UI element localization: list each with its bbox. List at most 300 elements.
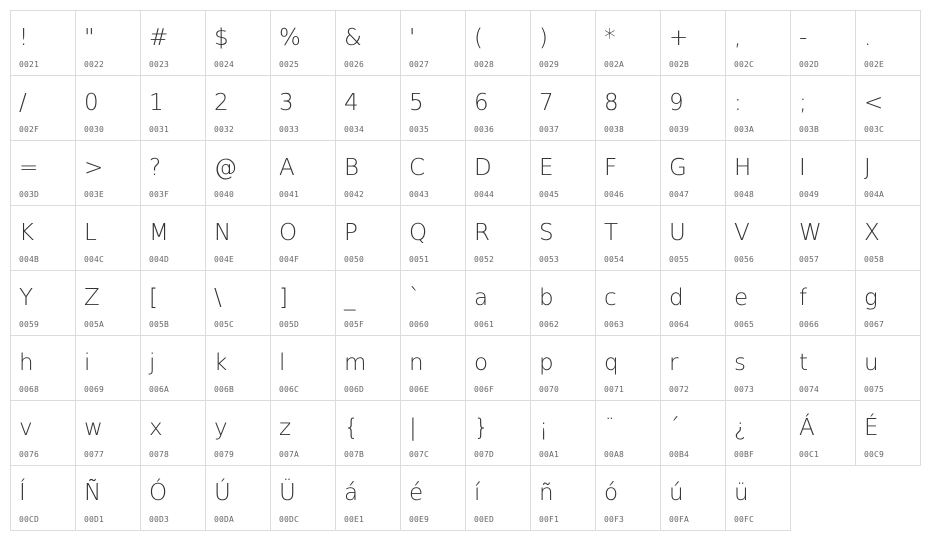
glyph-codepoint: 005A	[84, 320, 105, 329]
glyph-codepoint: 007A	[279, 450, 300, 459]
glyph-cell[interactable]	[660, 75, 726, 141]
glyph-codepoint: 002F	[19, 125, 40, 134]
glyph-character: L	[84, 220, 97, 246]
glyph-cell[interactable]	[205, 400, 271, 466]
glyph-codepoint: 0059	[19, 320, 40, 329]
glyph-codepoint: 0033	[279, 125, 300, 134]
glyph-cell[interactable]	[75, 400, 141, 466]
glyph-cell[interactable]	[75, 10, 141, 76]
glyph-character: o	[474, 350, 489, 376]
glyph-character: ü	[734, 480, 749, 506]
glyph-codepoint: 00D1	[84, 515, 105, 524]
glyph-cell[interactable]	[270, 465, 336, 531]
glyph-character: I	[799, 155, 806, 181]
glyph-cell[interactable]	[855, 400, 921, 466]
glyph-character: 3	[279, 90, 294, 116]
glyph-codepoint: 002E	[864, 60, 885, 69]
glyph-codepoint: 0051	[409, 255, 430, 264]
glyph-cell[interactable]	[855, 335, 921, 401]
glyph-cell[interactable]	[10, 270, 76, 336]
glyph-character: }	[474, 415, 489, 441]
glyph-codepoint: 0069	[84, 385, 105, 394]
glyph-cell[interactable]	[530, 335, 596, 401]
glyph-cell[interactable]	[725, 205, 791, 271]
glyph-codepoint: 004C	[84, 255, 105, 264]
glyph-codepoint: 0061	[474, 320, 495, 329]
glyph-cell[interactable]	[855, 270, 921, 336]
glyph-cell[interactable]	[855, 140, 921, 206]
glyph-character: ?	[149, 155, 162, 181]
glyph-cell[interactable]	[335, 75, 401, 141]
glyph-character: O	[279, 220, 298, 246]
glyph-cell[interactable]	[75, 335, 141, 401]
glyph-character: u	[864, 350, 879, 376]
glyph-cell[interactable]	[660, 10, 726, 76]
glyph-codepoint: 0076	[19, 450, 40, 459]
glyph-character: .	[864, 25, 872, 51]
glyph-cell[interactable]	[790, 400, 856, 466]
glyph-codepoint: 0022	[84, 60, 105, 69]
glyph-character: y	[214, 415, 228, 441]
glyph-codepoint: 006B	[214, 385, 235, 394]
glyph-cell[interactable]	[205, 140, 271, 206]
glyph-codepoint: 0030	[84, 125, 105, 134]
glyph-cell[interactable]	[400, 400, 466, 466]
glyph-cell[interactable]	[790, 335, 856, 401]
glyph-codepoint: 0034	[344, 125, 365, 134]
glyph-codepoint: 00CD	[19, 515, 40, 524]
glyph-codepoint: 007B	[344, 450, 365, 459]
glyph-character: U	[669, 220, 686, 246]
glyph-codepoint: 004B	[19, 255, 40, 264]
glyph-character: (	[474, 25, 483, 51]
glyph-cell[interactable]	[465, 140, 531, 206]
glyph-cell[interactable]	[270, 270, 336, 336]
glyph-codepoint: 0064	[669, 320, 690, 329]
glyph-cell[interactable]	[400, 140, 466, 206]
glyph-cell[interactable]	[595, 270, 661, 336]
glyph-codepoint: 002D	[799, 60, 820, 69]
glyph-character: Í	[19, 480, 26, 506]
glyph-codepoint: 004F	[279, 255, 300, 264]
glyph-cell[interactable]	[400, 465, 466, 531]
glyph-character: w	[84, 415, 103, 441]
glyph-character: 8	[604, 90, 619, 116]
glyph-character: &	[344, 25, 362, 51]
glyph-character: j	[149, 350, 156, 376]
glyph-character: "	[84, 25, 95, 51]
glyph-codepoint: 0063	[604, 320, 625, 329]
glyph-codepoint: 0028	[474, 60, 495, 69]
glyph-character: [	[149, 285, 158, 311]
glyph-codepoint: 0058	[864, 255, 885, 264]
character-map-grid	[10, 10, 920, 530]
glyph-codepoint: 004E	[214, 255, 235, 264]
glyph-character: @	[214, 155, 237, 181]
glyph-character: b	[539, 285, 554, 311]
glyph-cell[interactable]	[465, 75, 531, 141]
glyph-codepoint: 0032	[214, 125, 235, 134]
glyph-codepoint: 0067	[864, 320, 885, 329]
glyph-cell[interactable]	[660, 400, 726, 466]
glyph-cell[interactable]	[660, 140, 726, 206]
glyph-cell[interactable]	[75, 465, 141, 531]
glyph-cell[interactable]	[660, 270, 726, 336]
glyph-cell[interactable]	[335, 140, 401, 206]
glyph-character: W	[799, 220, 822, 246]
glyph-cell[interactable]	[10, 140, 76, 206]
glyph-character: 2	[214, 90, 229, 116]
glyph-cell[interactable]	[335, 335, 401, 401]
glyph-codepoint: 0065	[734, 320, 755, 329]
glyph-codepoint: 003A	[734, 125, 755, 134]
glyph-codepoint: 00C9	[864, 450, 885, 459]
glyph-character: 9	[669, 90, 684, 116]
glyph-codepoint: 0025	[279, 60, 300, 69]
glyph-cell[interactable]	[205, 75, 271, 141]
glyph-cell[interactable]	[465, 10, 531, 76]
glyph-character: F	[604, 155, 618, 181]
glyph-cell[interactable]	[335, 10, 401, 76]
glyph-cell[interactable]	[465, 335, 531, 401]
glyph-character: ñ	[539, 480, 554, 506]
glyph-cell[interactable]	[855, 75, 921, 141]
glyph-codepoint: 0070	[539, 385, 560, 394]
glyph-cell[interactable]	[595, 400, 661, 466]
glyph-codepoint: 00A8	[604, 450, 625, 459]
glyph-cell[interactable]	[595, 205, 661, 271]
glyph-cell[interactable]	[270, 140, 336, 206]
glyph-character: Y	[19, 285, 34, 311]
glyph-character: Á	[799, 415, 815, 441]
glyph-cell[interactable]	[270, 75, 336, 141]
glyph-codepoint: 0041	[279, 190, 300, 199]
glyph-character: ¿	[734, 415, 747, 441]
glyph-cell[interactable]	[75, 270, 141, 336]
glyph-character: /	[19, 90, 27, 116]
glyph-codepoint: 0072	[669, 385, 690, 394]
glyph-character: f	[799, 285, 808, 311]
glyph-cell[interactable]	[725, 75, 791, 141]
glyph-codepoint: 003C	[864, 125, 885, 134]
glyph-character: 5	[409, 90, 424, 116]
glyph-codepoint: 006E	[409, 385, 430, 394]
glyph-codepoint: 00A1	[539, 450, 560, 459]
glyph-character: á	[344, 480, 359, 506]
glyph-cell[interactable]	[465, 400, 531, 466]
glyph-character: r	[669, 350, 679, 376]
glyph-codepoint: 00FC	[734, 515, 755, 524]
glyph-codepoint: 0049	[799, 190, 820, 199]
glyph-character: z	[279, 415, 292, 441]
glyph-character: ¨	[604, 415, 616, 441]
glyph-codepoint: 00DA	[214, 515, 235, 524]
glyph-codepoint: 0056	[734, 255, 755, 264]
glyph-codepoint: 0035	[409, 125, 430, 134]
glyph-cell[interactable]	[400, 205, 466, 271]
glyph-character: \	[214, 285, 222, 311]
glyph-character: ;	[799, 90, 807, 116]
glyph-character: v	[19, 415, 33, 441]
glyph-character: k	[214, 350, 228, 376]
glyph-codepoint: 0037	[539, 125, 560, 134]
glyph-character: %	[279, 25, 301, 51]
glyph-codepoint: 0045	[539, 190, 560, 199]
glyph-cell[interactable]	[140, 10, 206, 76]
glyph-character: ,	[734, 25, 742, 51]
glyph-cell[interactable]	[205, 465, 271, 531]
glyph-codepoint: 0027	[409, 60, 430, 69]
glyph-codepoint: 00DC	[279, 515, 300, 524]
glyph-cell[interactable]	[140, 335, 206, 401]
glyph-character: Ü	[279, 480, 296, 506]
glyph-character: |	[409, 415, 417, 441]
glyph-codepoint: 0053	[539, 255, 560, 264]
glyph-codepoint: 0029	[539, 60, 560, 69]
glyph-character: 1	[149, 90, 164, 116]
glyph-character: '	[409, 25, 416, 51]
glyph-cell[interactable]	[530, 75, 596, 141]
glyph-cell[interactable]	[270, 400, 336, 466]
glyph-character: Ñ	[84, 480, 102, 506]
glyph-cell[interactable]	[660, 205, 726, 271]
glyph-character: d	[669, 285, 684, 311]
glyph-codepoint: 0039	[669, 125, 690, 134]
glyph-character: ó	[604, 480, 619, 506]
glyph-cell[interactable]	[660, 335, 726, 401]
glyph-character: ´	[669, 415, 681, 441]
glyph-cell[interactable]	[790, 205, 856, 271]
glyph-cell[interactable]	[75, 75, 141, 141]
glyph-cell[interactable]	[400, 75, 466, 141]
glyph-cell[interactable]	[140, 140, 206, 206]
glyph-codepoint: 00F1	[539, 515, 560, 524]
glyph-codepoint: 005C	[214, 320, 235, 329]
glyph-character: T	[604, 220, 619, 246]
glyph-cell[interactable]	[335, 400, 401, 466]
glyph-cell[interactable]	[270, 205, 336, 271]
glyph-cell[interactable]	[205, 205, 271, 271]
glyph-codepoint: 0054	[604, 255, 625, 264]
glyph-cell[interactable]	[75, 140, 141, 206]
glyph-codepoint: 0038	[604, 125, 625, 134]
glyph-cell[interactable]	[465, 465, 531, 531]
glyph-cell[interactable]	[140, 465, 206, 531]
glyph-character: -	[799, 25, 808, 51]
glyph-codepoint: 00F3	[604, 515, 625, 524]
glyph-character: B	[344, 155, 360, 181]
glyph-character: R	[474, 220, 490, 246]
glyph-codepoint: 0078	[149, 450, 170, 459]
glyph-character: m	[344, 350, 367, 376]
glyph-cell[interactable]	[205, 335, 271, 401]
glyph-character: x	[149, 415, 163, 441]
glyph-cell[interactable]	[10, 400, 76, 466]
glyph-codepoint: 0046	[604, 190, 625, 199]
glyph-cell[interactable]	[595, 335, 661, 401]
glyph-codepoint: 0040	[214, 190, 235, 199]
glyph-cell[interactable]	[10, 465, 76, 531]
glyph-character: C	[409, 155, 426, 181]
glyph-character: Ó	[149, 480, 168, 506]
glyph-codepoint: 0052	[474, 255, 495, 264]
glyph-character: =	[19, 155, 39, 181]
glyph-character: c	[604, 285, 617, 311]
glyph-codepoint: 0060	[409, 320, 430, 329]
glyph-cell[interactable]	[10, 10, 76, 76]
glyph-cell[interactable]	[140, 270, 206, 336]
glyph-cell[interactable]	[790, 10, 856, 76]
glyph-character: !	[19, 25, 29, 51]
glyph-character: <	[864, 90, 884, 116]
glyph-character: h	[19, 350, 34, 376]
glyph-codepoint: 006D	[344, 385, 365, 394]
glyph-codepoint: 006A	[149, 385, 170, 394]
glyph-codepoint: 00FA	[669, 515, 690, 524]
glyph-cell[interactable]	[335, 205, 401, 271]
glyph-character: >	[84, 155, 104, 181]
glyph-character: 4	[344, 90, 359, 116]
glyph-cell[interactable]	[725, 335, 791, 401]
glyph-codepoint: 0073	[734, 385, 755, 394]
glyph-cell[interactable]	[335, 465, 401, 531]
glyph-cell[interactable]	[400, 10, 466, 76]
glyph-cell[interactable]	[725, 270, 791, 336]
glyph-codepoint: 0024	[214, 60, 235, 69]
glyph-cell[interactable]	[10, 75, 76, 141]
glyph-codepoint: 00ED	[474, 515, 495, 524]
glyph-cell[interactable]	[205, 270, 271, 336]
glyph-cell[interactable]	[140, 75, 206, 141]
glyph-character: ]	[279, 285, 288, 311]
glyph-cell[interactable]	[595, 140, 661, 206]
glyph-cell[interactable]	[400, 335, 466, 401]
glyph-codepoint: 0077	[84, 450, 105, 459]
glyph-cell[interactable]	[400, 270, 466, 336]
glyph-character: a	[474, 285, 489, 311]
glyph-cell[interactable]	[855, 10, 921, 76]
glyph-character: e	[734, 285, 749, 311]
glyph-character: +	[669, 25, 689, 51]
glyph-character: H	[734, 155, 752, 181]
glyph-character: i	[84, 350, 91, 376]
glyph-character: #	[149, 25, 169, 51]
glyph-character: {	[344, 415, 359, 441]
glyph-codepoint: 0066	[799, 320, 820, 329]
glyph-cell[interactable]	[855, 205, 921, 271]
glyph-codepoint: 0036	[474, 125, 495, 134]
glyph-cell[interactable]	[725, 10, 791, 76]
glyph-cell[interactable]	[530, 10, 596, 76]
glyph-character: P	[344, 220, 358, 246]
glyph-codepoint: 0044	[474, 190, 495, 199]
glyph-character: S	[539, 220, 554, 246]
glyph-codepoint: 003F	[149, 190, 170, 199]
glyph-codepoint: 004D	[149, 255, 170, 264]
glyph-codepoint: 0057	[799, 255, 820, 264]
glyph-codepoint: 003D	[19, 190, 40, 199]
glyph-character: Z	[84, 285, 100, 311]
glyph-codepoint: 005B	[149, 320, 170, 329]
glyph-cell[interactable]	[725, 140, 791, 206]
glyph-cell[interactable]	[595, 465, 661, 531]
glyph-character: J	[864, 155, 871, 181]
glyph-character: ¡	[539, 415, 549, 441]
glyph-codepoint: 0075	[864, 385, 885, 394]
glyph-cell[interactable]	[10, 335, 76, 401]
glyph-codepoint: 00E1	[344, 515, 365, 524]
glyph-cell[interactable]	[790, 270, 856, 336]
glyph-cell[interactable]	[530, 400, 596, 466]
glyph-cell[interactable]	[270, 10, 336, 76]
glyph-character: t	[799, 350, 809, 376]
glyph-cell[interactable]	[660, 465, 726, 531]
glyph-cell[interactable]	[75, 205, 141, 271]
glyph-codepoint: 007D	[474, 450, 495, 459]
glyph-cell[interactable]	[270, 335, 336, 401]
glyph-cell[interactable]	[205, 10, 271, 76]
glyph-codepoint: 00C1	[799, 450, 820, 459]
glyph-codepoint: 0047	[669, 190, 690, 199]
glyph-codepoint: 00D3	[149, 515, 170, 524]
glyph-codepoint: 0079	[214, 450, 235, 459]
glyph-character: *	[604, 25, 616, 51]
glyph-cell[interactable]	[530, 465, 596, 531]
glyph-cell[interactable]	[465, 205, 531, 271]
glyph-cell[interactable]	[790, 140, 856, 206]
glyph-character: q	[604, 350, 619, 376]
glyph-cell[interactable]	[790, 75, 856, 141]
glyph-character: l	[279, 350, 286, 376]
glyph-codepoint: 006F	[474, 385, 495, 394]
glyph-cell[interactable]	[530, 205, 596, 271]
glyph-codepoint: 0023	[149, 60, 170, 69]
glyph-codepoint: 005D	[279, 320, 300, 329]
glyph-character: _	[344, 285, 356, 311]
glyph-codepoint: 002B	[669, 60, 690, 69]
glyph-codepoint: 004A	[864, 190, 885, 199]
glyph-character: n	[409, 350, 424, 376]
glyph-character: 7	[539, 90, 554, 116]
glyph-cell[interactable]	[140, 400, 206, 466]
glyph-character: g	[864, 285, 878, 311]
glyph-cell[interactable]	[530, 140, 596, 206]
glyph-character: K	[19, 220, 35, 246]
glyph-cell[interactable]	[140, 205, 206, 271]
glyph-cell[interactable]	[530, 270, 596, 336]
glyph-codepoint: 0055	[669, 255, 690, 264]
glyph-cell[interactable]	[335, 270, 401, 336]
glyph-codepoint: 0042	[344, 190, 365, 199]
glyph-codepoint: 00E9	[409, 515, 430, 524]
glyph-cell[interactable]	[595, 75, 661, 141]
glyph-character: V	[734, 220, 750, 246]
glyph-cell[interactable]	[465, 270, 531, 336]
glyph-cell[interactable]	[595, 10, 661, 76]
glyph-character: í	[474, 480, 481, 506]
glyph-codepoint: 00B4	[669, 450, 690, 459]
glyph-cell[interactable]	[725, 400, 791, 466]
glyph-character: E	[539, 155, 554, 181]
glyph-character: G	[669, 155, 687, 181]
glyph-character: M	[149, 220, 169, 246]
glyph-character: :	[734, 90, 742, 116]
glyph-character: É	[864, 415, 879, 441]
glyph-character: Q	[409, 220, 428, 246]
glyph-character: X	[864, 220, 880, 246]
glyph-cell[interactable]	[725, 465, 791, 531]
glyph-cell[interactable]	[10, 205, 76, 271]
